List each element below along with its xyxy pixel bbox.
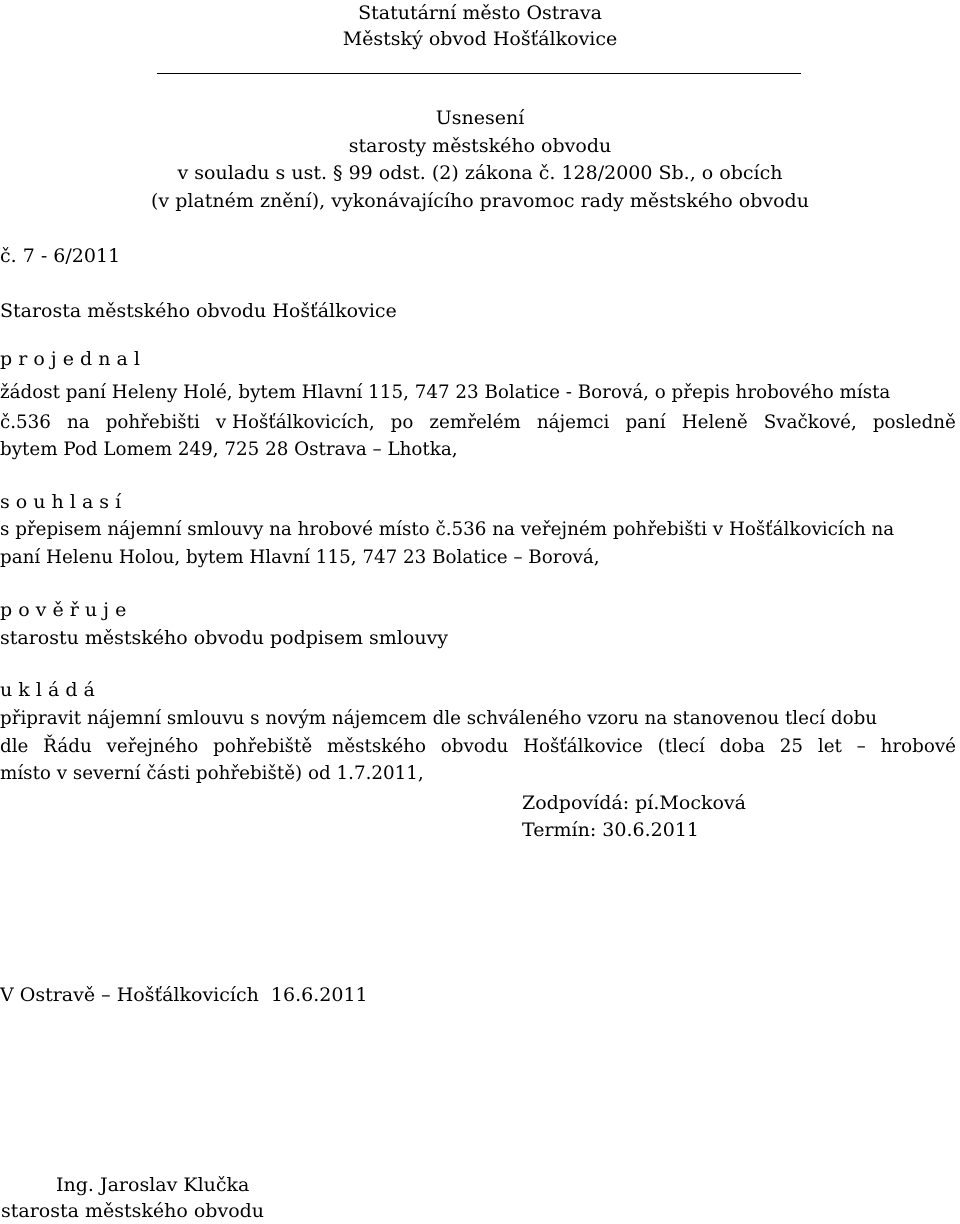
projednal-line-2 [0, 410, 956, 436]
projednal-line-3: bytem Pod Lomem 249, 725 28 Ostrava – Lhotka, [0, 439, 458, 460]
word: na [66, 412, 90, 433]
responsible-person: Zodpovídá: pí.Mocková [522, 792, 746, 814]
legal-basis-line-2: (v platném znění), vykonávajícího pravomoc rady městského obvodu [151, 190, 809, 212]
word: po [390, 412, 414, 433]
word: nájemci [536, 412, 610, 433]
word: (tlecí [657, 736, 705, 757]
word: 25 [779, 736, 804, 757]
word: č.536 [0, 412, 51, 433]
word: Heleně [681, 412, 748, 433]
word: veřejného [106, 736, 199, 757]
projednal-line-1: žádost paní Heleny Holé, bytem Hlavní 115, 747 23 Bolatice - Borová, o přepis hrobového místa [0, 382, 891, 403]
document-subheading: starosty městského obvodu [348, 135, 612, 157]
signatory-role: starosta městského obvodu [1, 1200, 265, 1222]
issuer: Starosta městského obvodu Hošťálkovice [0, 300, 397, 322]
uklada-line-3: místo v severní části pohřebiště) od 1.7.2011, [0, 763, 424, 784]
resolution-number: č. 7 - 6/2011 [0, 245, 121, 267]
word: Řádu [43, 736, 92, 757]
word: Hošťálkovice [523, 736, 643, 757]
place-and-date: V Ostravě – Hošťálkovicích 16.6.2011 [0, 984, 368, 1006]
word: paní [625, 412, 666, 433]
souhlasi-line-2: paní Helenu Holou, bytem Hlavní 115, 747 23 Bolatice – Borová, [0, 547, 600, 568]
header-divider [157, 73, 801, 74]
uklada-line-1: připravit nájemní smlouvu s novým nájemcem dle schváleného vzoru na stanovenou tlecí dobu [0, 708, 878, 729]
verb-poveruje: p o v ě ř u j e [0, 599, 127, 621]
word: dle [0, 736, 29, 757]
word: let [817, 736, 842, 757]
souhlasi-line-1: s přepisem nájemní smlouvy na hrobové místo č.536 na veřejném pohřebišti v Hošťálkovicích na [0, 519, 895, 540]
word: pohřebišti [105, 412, 200, 433]
word: městského [327, 736, 426, 757]
header-district: Městský obvod Hošťálkovice [342, 28, 618, 50]
verb-souhlasi: s o u h l a s í [0, 491, 122, 513]
deadline: Termín: 30.6.2011 [522, 819, 699, 841]
verb-projednal: p r o j e d n a l [0, 348, 140, 370]
word: v Hošťálkovicích, [215, 412, 375, 433]
word: hrobové [880, 736, 956, 757]
signatory-name: Ing. Jaroslav Klučka [56, 1174, 250, 1196]
word: zemřelém [429, 412, 521, 433]
word: obvodu [440, 736, 509, 757]
word: pohřebiště [213, 736, 313, 757]
verb-uklada: u k l á d á [0, 679, 95, 701]
uklada-line-2 [0, 734, 956, 760]
poveruje-line-1: starostu městského obvodu podpisem smlouvy [0, 627, 449, 649]
word: Svačkové, [763, 412, 857, 433]
header-city: Statutární město Ostrava [358, 2, 602, 24]
word: posledně [872, 412, 956, 433]
word: doba [719, 736, 765, 757]
word: – [856, 736, 866, 757]
document-heading: Usnesení [435, 107, 525, 129]
legal-basis-line-1: v souladu s ust. § 99 odst. (2) zákona č. 128/2000 Sb., o obcích [177, 162, 783, 184]
